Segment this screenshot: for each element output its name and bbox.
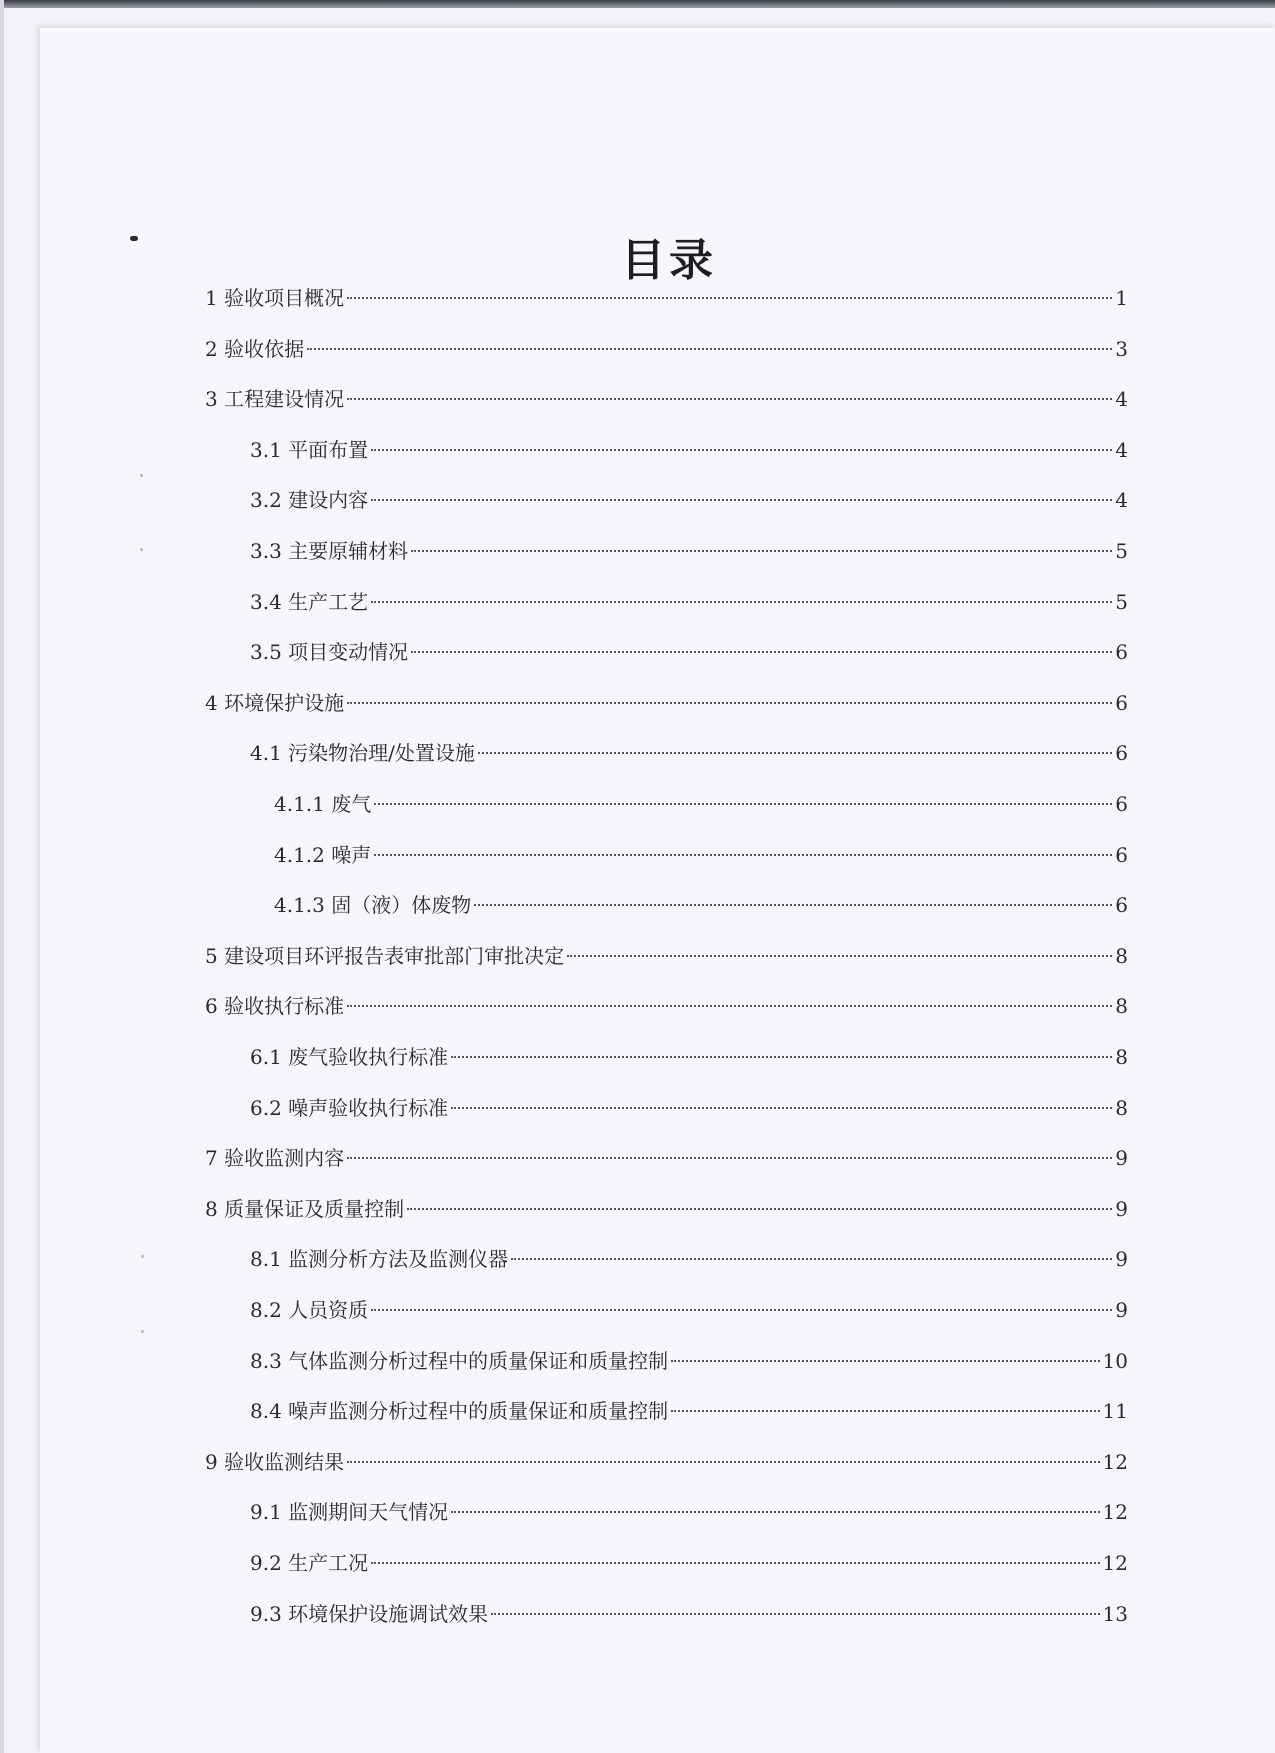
toc-entry-label: 3.5 项目变动情况 bbox=[250, 640, 409, 664]
paper-speck bbox=[140, 548, 143, 551]
toc-entry-label: 8.1 监测分析方法及监测仪器 bbox=[250, 1247, 509, 1271]
dot-leader bbox=[671, 1360, 1099, 1362]
toc-entry-page-number: 13 bbox=[1102, 1602, 1128, 1626]
toc-entry-page-number: 1 bbox=[1115, 286, 1128, 310]
toc-entry-label: 9.3 环境保护设施调试效果 bbox=[250, 1602, 489, 1626]
dot-leader bbox=[671, 1410, 1099, 1412]
toc-entry[interactable] bbox=[250, 1492, 1128, 1532]
toc-entry-page-number: 6 bbox=[1115, 843, 1128, 867]
toc-entry-label: 5 建设项目环评报告表审批部门审批决定 bbox=[205, 944, 565, 968]
toc-entry-page-number: 8 bbox=[1115, 994, 1128, 1018]
dot-leader bbox=[371, 499, 1112, 501]
toc-entry[interactable] bbox=[250, 480, 1128, 520]
toc-entry-label: 2 验收依据 bbox=[205, 337, 305, 361]
scan-edge bbox=[0, 0, 1275, 8]
toc-entry-page-number: 8 bbox=[1115, 1045, 1128, 1069]
dot-leader bbox=[411, 651, 1112, 653]
toc-entry[interactable] bbox=[205, 379, 1128, 419]
toc-entry-page-number: 10 bbox=[1102, 1349, 1128, 1373]
dot-leader bbox=[451, 1107, 1112, 1109]
dot-leader bbox=[347, 702, 1112, 704]
toc-entry-label: 3.4 生产工艺 bbox=[250, 590, 369, 614]
toc-entry-label: 9.1 监测期间天气情况 bbox=[250, 1500, 449, 1524]
toc-entry-page-number: 12 bbox=[1102, 1551, 1128, 1575]
toc-entry-page-number: 6 bbox=[1115, 741, 1128, 765]
toc-entry-label: 4.1.2 噪声 bbox=[274, 843, 372, 867]
toc-entry[interactable] bbox=[205, 329, 1128, 369]
dot-leader bbox=[567, 955, 1112, 957]
dot-leader bbox=[491, 1613, 1099, 1615]
page-title: 目录 bbox=[621, 235, 717, 287]
toc-entry-label: 4 环境保护设施 bbox=[205, 691, 345, 715]
toc-entry-page-number: 9 bbox=[1115, 1197, 1128, 1221]
toc-entry-page-number: 11 bbox=[1102, 1399, 1128, 1423]
dot-leader bbox=[474, 904, 1112, 906]
toc-entry-label: 6 验收执行标准 bbox=[205, 994, 345, 1018]
toc-entry[interactable] bbox=[274, 885, 1128, 925]
toc-entry-label: 3.3 主要原辅材料 bbox=[250, 539, 409, 563]
toc-entry-page-number: 5 bbox=[1115, 539, 1128, 563]
toc-entry-label: 1 验收项目概况 bbox=[205, 286, 345, 310]
toc-entry-label: 8.3 气体监测分析过程中的质量保证和质量控制 bbox=[250, 1349, 669, 1373]
toc-entry[interactable] bbox=[205, 936, 1128, 976]
dot-leader bbox=[511, 1258, 1112, 1260]
dot-leader bbox=[371, 1309, 1112, 1311]
toc-entry[interactable] bbox=[250, 632, 1128, 672]
toc-entry-page-number: 6 bbox=[1115, 893, 1128, 917]
toc-entry-label: 9 验收监测结果 bbox=[205, 1450, 345, 1474]
dot-leader bbox=[347, 297, 1112, 299]
dot-leader bbox=[374, 854, 1112, 856]
toc-entry-page-number: 8 bbox=[1115, 944, 1128, 968]
toc-entry[interactable] bbox=[250, 1037, 1128, 1077]
toc-entry[interactable] bbox=[205, 1189, 1128, 1229]
dot-leader bbox=[347, 1461, 1099, 1463]
toc-entry[interactable] bbox=[250, 430, 1128, 470]
toc-entry-label: 8.4 噪声监测分析过程中的质量保证和质量控制 bbox=[250, 1399, 669, 1423]
toc-entry-label: 3.2 建设内容 bbox=[250, 488, 369, 512]
toc-entry[interactable] bbox=[274, 784, 1128, 824]
toc-entry[interactable] bbox=[250, 1290, 1128, 1330]
dot-leader bbox=[451, 1511, 1099, 1513]
dot-leader bbox=[374, 803, 1112, 805]
dot-leader bbox=[451, 1056, 1112, 1058]
dot-leader bbox=[411, 550, 1112, 552]
toc-entry-page-number: 6 bbox=[1115, 640, 1128, 664]
toc-entry-page-number: 12 bbox=[1102, 1500, 1128, 1524]
toc-entry-page-number: 3 bbox=[1115, 337, 1128, 361]
dot-leader bbox=[371, 1562, 1099, 1564]
toc-entry-label: 8.2 人员资质 bbox=[250, 1298, 369, 1322]
toc-entry-page-number: 4 bbox=[1115, 438, 1128, 462]
toc-entry-page-number: 12 bbox=[1102, 1450, 1128, 1474]
toc-entry-page-number: 9 bbox=[1115, 1298, 1128, 1322]
paper-speck bbox=[141, 1330, 144, 1333]
toc-entry[interactable] bbox=[250, 1543, 1128, 1583]
toc-entry[interactable] bbox=[205, 986, 1128, 1026]
toc-entry[interactable] bbox=[250, 1088, 1128, 1128]
toc-entry-page-number: 9 bbox=[1115, 1247, 1128, 1271]
toc-entry-label: 8 质量保证及质量控制 bbox=[205, 1197, 405, 1221]
toc-entry-label: 4.1.1 废气 bbox=[274, 792, 372, 816]
toc-entry-label: 4.1 污染物治理/处置设施 bbox=[250, 741, 475, 765]
toc-entry[interactable] bbox=[274, 835, 1128, 875]
toc-entry[interactable] bbox=[250, 1594, 1128, 1634]
toc-entry-label: 6.2 噪声验收执行标准 bbox=[250, 1096, 449, 1120]
toc-entry-page-number: 9 bbox=[1115, 1146, 1128, 1170]
toc-entry-page-number: 5 bbox=[1115, 590, 1128, 614]
toc-entry-label: 6.1 废气验收执行标准 bbox=[250, 1045, 449, 1069]
toc-entry-page-number: 4 bbox=[1115, 488, 1128, 512]
toc-entry-label: 4.1.3 固（液）体废物 bbox=[274, 893, 472, 917]
toc-entry-page-number: 8 bbox=[1115, 1096, 1128, 1120]
toc-entry[interactable] bbox=[250, 733, 1128, 773]
toc-entry[interactable] bbox=[205, 1138, 1128, 1178]
dot-leader bbox=[478, 752, 1112, 754]
dot-leader bbox=[307, 348, 1112, 350]
dot-leader bbox=[347, 1157, 1112, 1159]
toc-entry[interactable] bbox=[205, 683, 1128, 723]
dot-leader bbox=[347, 1005, 1112, 1007]
toc-entry-label: 9.2 生产工况 bbox=[250, 1551, 369, 1575]
paper-speck bbox=[141, 1255, 144, 1258]
toc-entry[interactable] bbox=[250, 531, 1128, 571]
dot-leader bbox=[371, 601, 1112, 603]
toc-entry-label: 3 工程建设情况 bbox=[205, 387, 345, 411]
toc-entry[interactable] bbox=[250, 582, 1128, 622]
toc-entry-page-number: 4 bbox=[1115, 387, 1128, 411]
toc-entry-page-number: 6 bbox=[1115, 691, 1128, 715]
toc-entry-page-number: 6 bbox=[1115, 792, 1128, 816]
toc-entry[interactable] bbox=[250, 1391, 1128, 1431]
toc-entry-label: 3.1 平面布置 bbox=[250, 438, 369, 462]
toc-entry[interactable] bbox=[250, 1239, 1128, 1279]
dot-leader bbox=[347, 398, 1112, 400]
dot-leader bbox=[371, 449, 1112, 451]
toc-entry[interactable] bbox=[205, 1442, 1128, 1482]
dot-leader bbox=[407, 1208, 1112, 1210]
paper-speck bbox=[140, 474, 143, 477]
toc-entry-label: 7 验收监测内容 bbox=[205, 1146, 345, 1170]
toc-entry[interactable] bbox=[250, 1341, 1128, 1381]
toc-entry[interactable] bbox=[205, 278, 1128, 318]
